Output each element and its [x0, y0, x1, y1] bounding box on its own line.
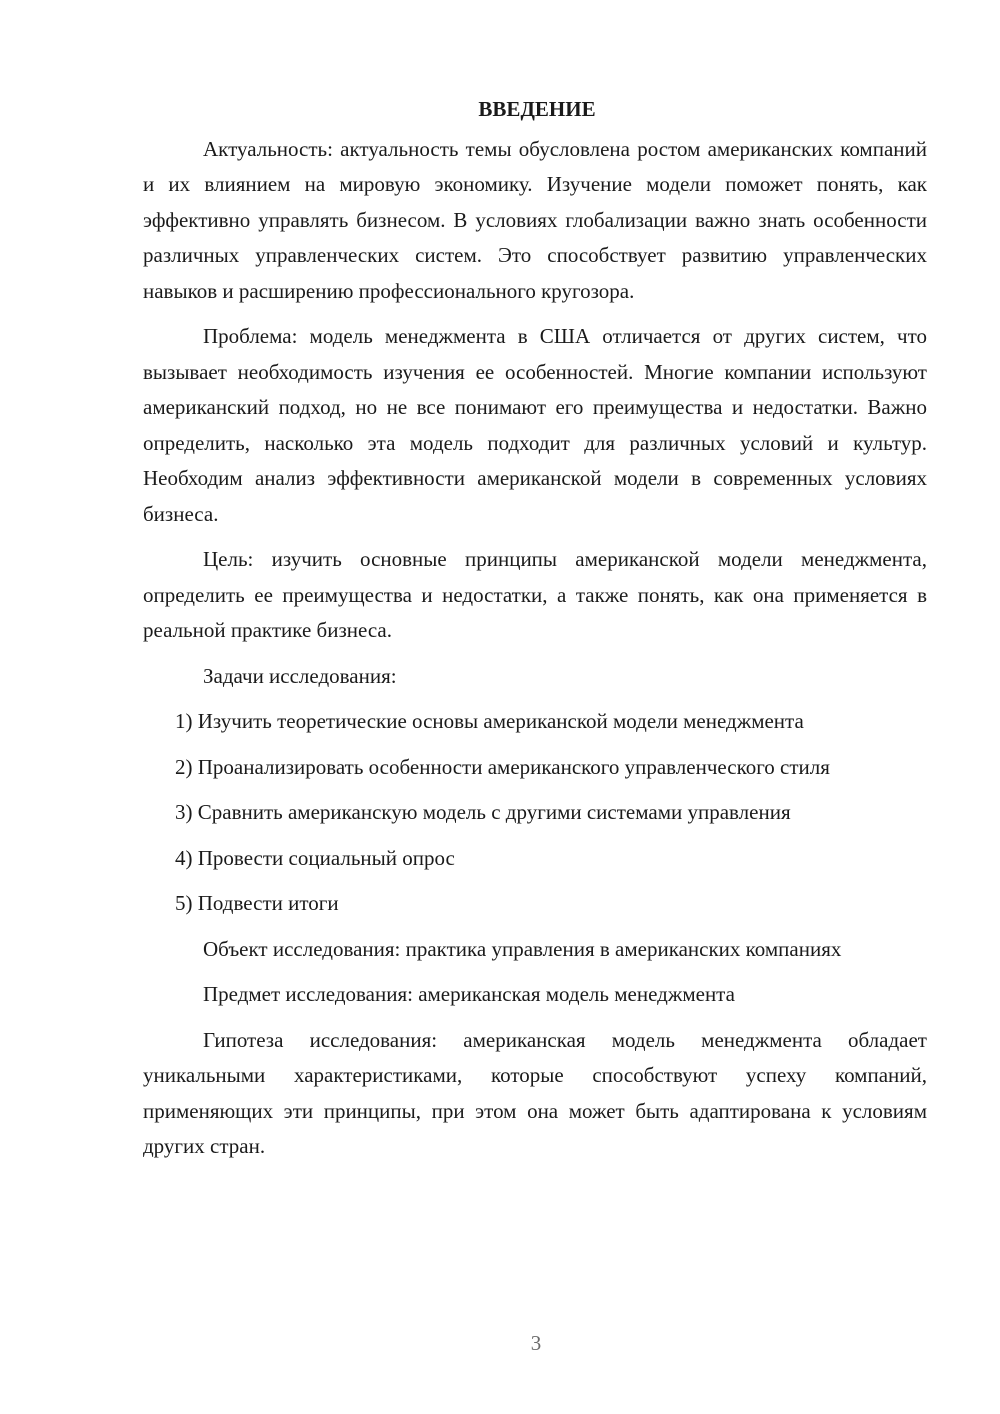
task-item-3: 3) Сравнить американскую модель с другими системами управления	[175, 800, 791, 824]
task-item-2: 2) Проанализировать особенности американского управленческого стиля	[175, 754, 830, 779]
page-number: 3	[530, 1331, 542, 1355]
tasks-heading: Задачи исследования:	[203, 663, 397, 688]
page-content	[143, 92, 927, 1175]
problem-paragraph: Проблема: модель менеджмента в США отличается от других систем, что вызывает необходимость изучения ее особенностей. Многие компании используют американский подход, но не все понимают его преимущества и недостатки. Важно определить, насколько эта модель подходит для различных условий и культур. Необходим анализ эффективности американской модели в современных условиях бизнеса.	[143, 324, 927, 526]
task-item-5: 5) Подвести итоги	[175, 891, 339, 915]
subject-paragraph: Предмет исследования: американская модель менеджмента	[203, 982, 735, 1006]
object-paragraph: Объект исследования: практика управления в американских компаниях	[203, 936, 842, 961]
hypothesis-paragraph: Гипотеза исследования: американская модель менеджмента обладает уникальными характеристиками, которые способствуют успеху компаний, применяющих эти принципы, при этом она может быть адаптирована к условиям других стран.	[143, 1027, 927, 1158]
task-item-4: 4) Провести социальный опрос	[175, 845, 455, 870]
relevance-paragraph: Актуальность: актуальность темы обусловлена ростом американских компаний и их влиянием на мировую экономику. Изучение модели поможет понять, как эффективно управлять бизнесом. В условиях глобализации важно знать особенности различных управленческих систем. Это способствует развитию управленческих навыков и расширению профессионального кругозора.	[143, 136, 927, 303]
task-item-1: 1) Изучить теоретические основы американской модели менеджмента	[175, 709, 804, 733]
page-title: ВВЕДЕНИЕ	[478, 97, 596, 121]
goal-paragraph: Цель: изучить основные принципы американской модели менеджмента, определить ее преимущества и недостатки, а также понять, как она применяется в реальной практике бизнеса.	[143, 547, 927, 642]
